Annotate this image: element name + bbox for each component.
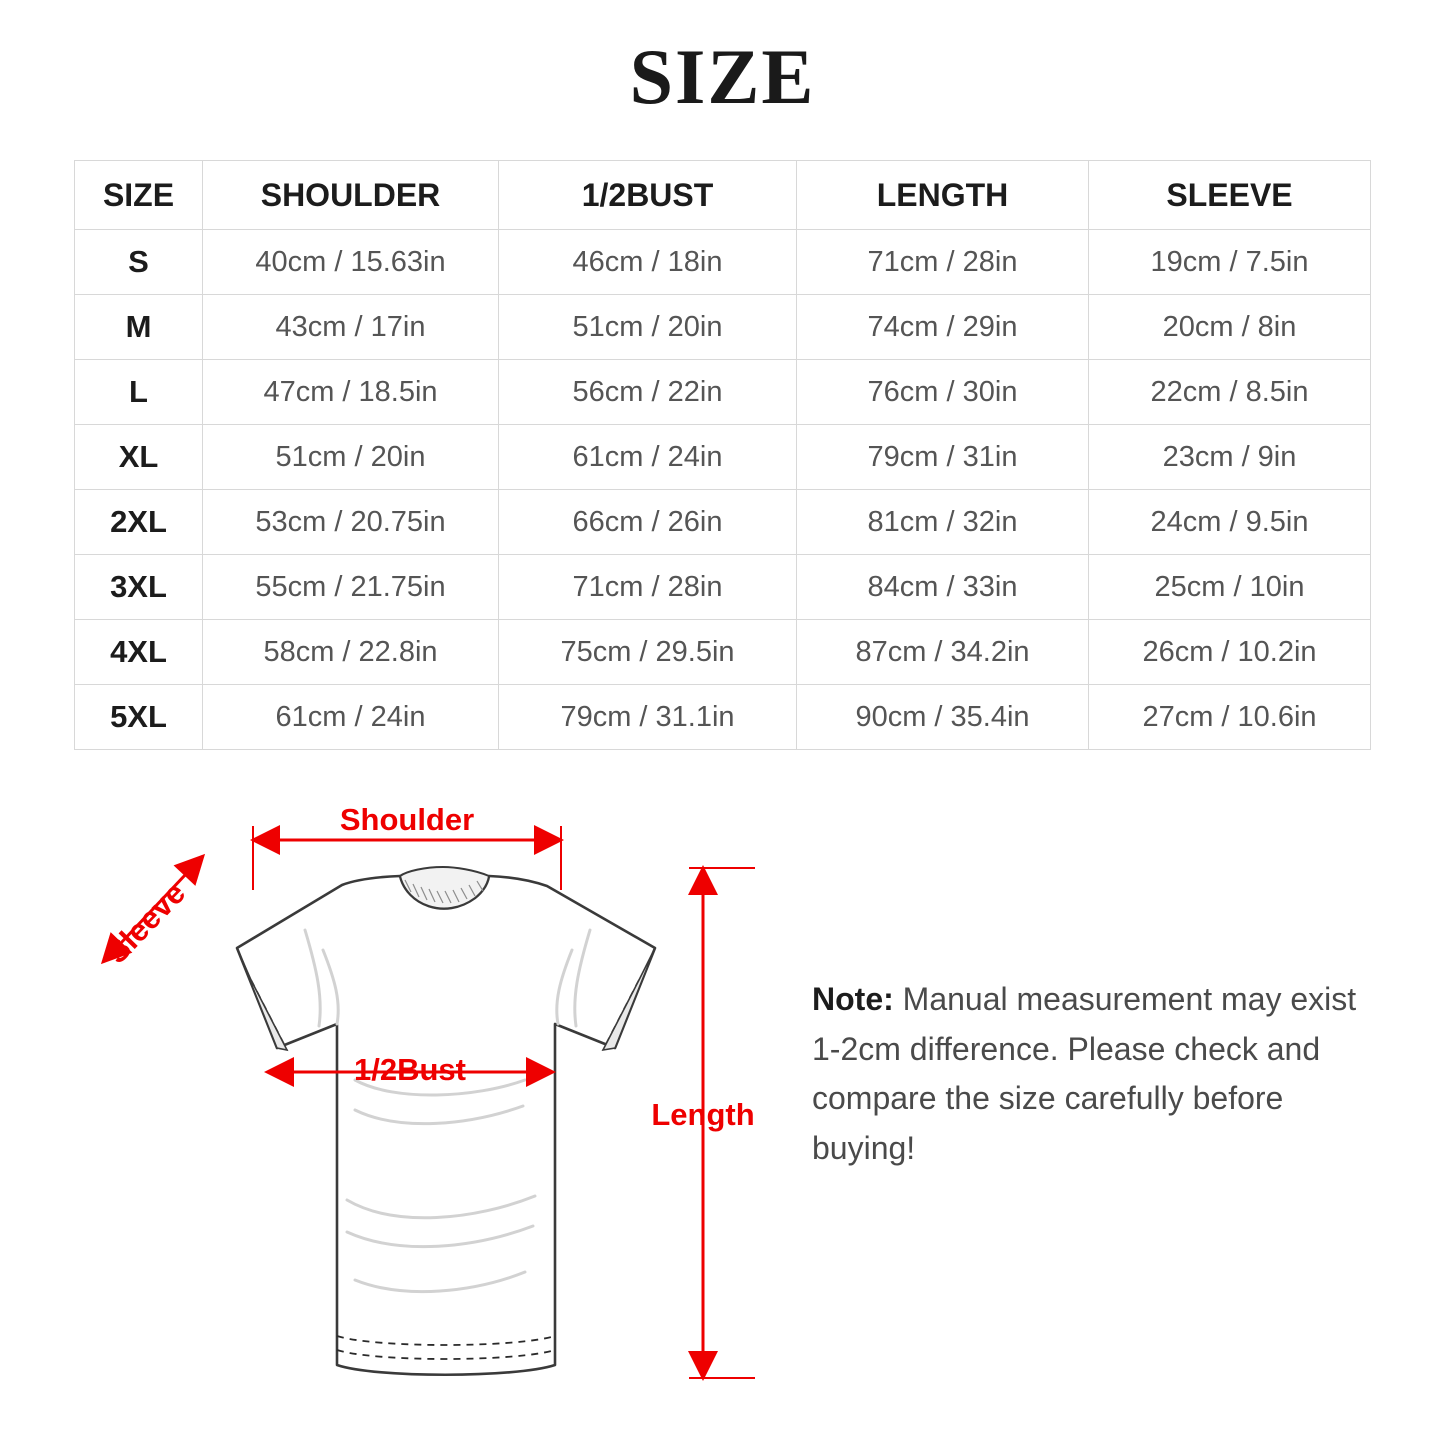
size-chart-table [74, 160, 1371, 750]
cell-size: S [75, 230, 203, 295]
table-row [75, 555, 1371, 620]
cell-bust: 75cm / 29.5in [499, 620, 797, 685]
cell-size: M [75, 295, 203, 360]
shoulder-label: Shoulder [339, 802, 475, 837]
tshirt-illustration [237, 867, 655, 1375]
column-header-sleeve: SLEEVE [1089, 161, 1371, 230]
cell-sleeve: 26cm / 10.2in [1089, 620, 1371, 685]
cell-size: 5XL [75, 685, 203, 750]
cell-bust: 51cm / 20in [499, 295, 797, 360]
table-row [75, 295, 1371, 360]
cell-size: L [75, 360, 203, 425]
cell-shoulder: 47cm / 18.5in [203, 360, 499, 425]
cell-sleeve: 20cm / 8in [1089, 295, 1371, 360]
cell-length: 76cm / 30in [797, 360, 1089, 425]
table-row [75, 425, 1371, 490]
table-header-row [75, 161, 1371, 230]
cell-size: XL [75, 425, 203, 490]
cell-sleeve: 19cm / 7.5in [1089, 230, 1371, 295]
cell-shoulder: 51cm / 20in [203, 425, 499, 490]
note-text: Manual measurement may exist 1-2cm difference. Please check and compare the size carefully before buying! [812, 981, 1357, 1166]
cell-length: 79cm / 31in [797, 425, 1089, 490]
measurement-note [812, 975, 1392, 1173]
cell-sleeve: 24cm / 9.5in [1089, 490, 1371, 555]
cell-bust: 66cm / 26in [499, 490, 797, 555]
cell-length: 81cm / 32in [797, 490, 1089, 555]
table-row [75, 685, 1371, 750]
column-header-shoulder: SHOULDER [203, 161, 499, 230]
cell-length: 84cm / 33in [797, 555, 1089, 620]
cell-sleeve: 22cm / 8.5in [1089, 360, 1371, 425]
cell-length: 90cm / 35.4in [797, 685, 1089, 750]
cell-sleeve: 27cm / 10.6in [1089, 685, 1371, 750]
cell-sleeve: 25cm / 10in [1089, 555, 1371, 620]
length-label: Length [651, 1097, 755, 1132]
note-label: Note: [812, 981, 894, 1017]
table-row [75, 230, 1371, 295]
cell-size: 2XL [75, 490, 203, 555]
cell-bust: 79cm / 31.1in [499, 685, 797, 750]
column-header-bust: 1/2BUST [499, 161, 797, 230]
cell-shoulder: 55cm / 21.75in [203, 555, 499, 620]
table-row [75, 490, 1371, 555]
cell-size: 4XL [75, 620, 203, 685]
cell-shoulder: 43cm / 17in [203, 295, 499, 360]
table-row [75, 360, 1371, 425]
cell-bust: 61cm / 24in [499, 425, 797, 490]
column-header-length: LENGTH [797, 161, 1089, 230]
cell-length: 74cm / 29in [797, 295, 1089, 360]
cell-shoulder: 58cm / 22.8in [203, 620, 499, 685]
cell-bust: 46cm / 18in [499, 230, 797, 295]
table-row [75, 620, 1371, 685]
cell-length: 71cm / 28in [797, 230, 1089, 295]
cell-size: 3XL [75, 555, 203, 620]
bust-label: 1/2Bust [354, 1052, 466, 1087]
cell-shoulder: 61cm / 24in [203, 685, 499, 750]
cell-shoulder: 40cm / 15.63in [203, 230, 499, 295]
cell-shoulder: 53cm / 20.75in [203, 490, 499, 555]
tshirt-measurement-diagram [55, 780, 795, 1420]
column-header-size: SIZE [75, 161, 203, 230]
cell-length: 87cm / 34.2in [797, 620, 1089, 685]
cell-bust: 71cm / 28in [499, 555, 797, 620]
cell-sleeve: 23cm / 9in [1089, 425, 1371, 490]
cell-bust: 56cm / 22in [499, 360, 797, 425]
sleeve-label: Sleeve [98, 875, 193, 971]
page-title: SIZE [629, 33, 816, 120]
